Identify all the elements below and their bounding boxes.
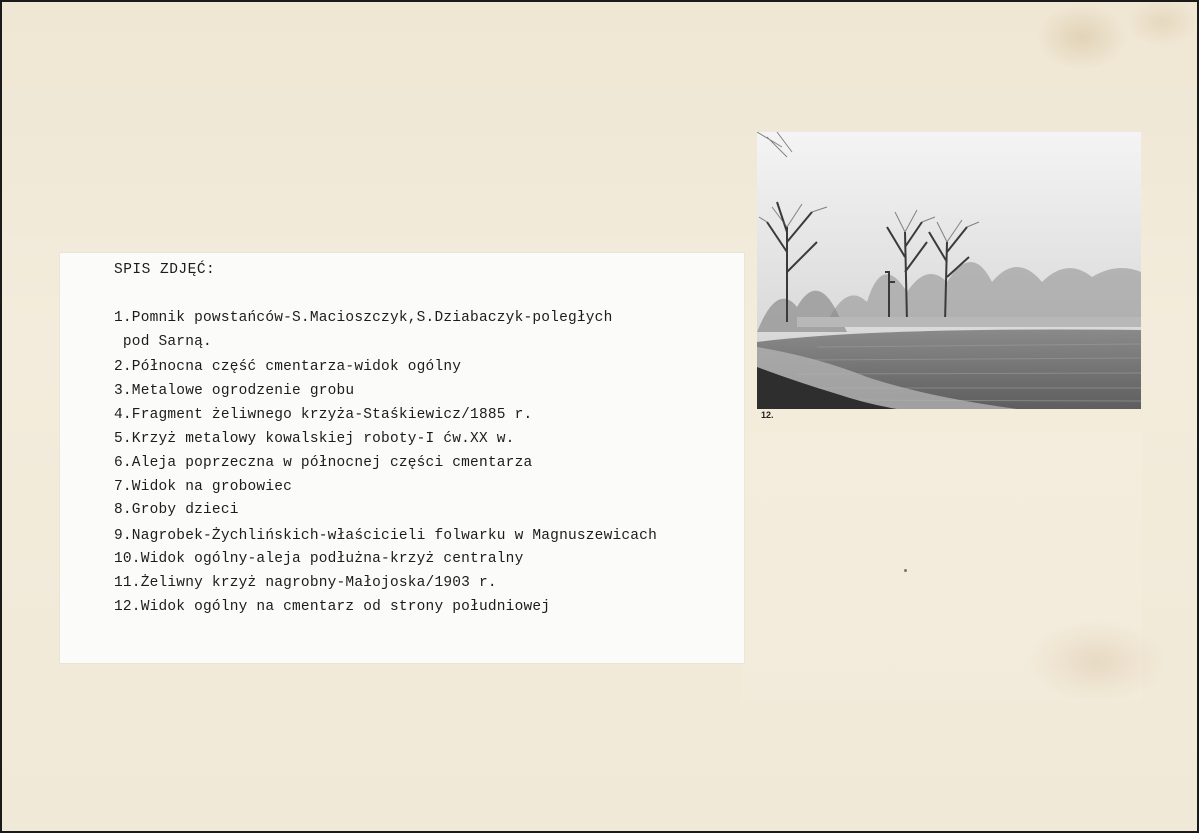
paper-speck	[904, 569, 907, 572]
list-item: 1.Pomnik powstańców-S.Macioszczyk,S.Dziabaczyk-poległych	[114, 310, 613, 326]
list-item: 3.Metalowe ogrodzenie grobu	[114, 383, 355, 399]
list-item: 10.Widok ogólny-aleja podłużna-krzyż centralny	[114, 551, 524, 567]
list-item: pod Sarną.	[114, 334, 212, 350]
list-item: 6.Aleja poprzeczna w północnej części cmentarza	[114, 455, 533, 471]
list-item: 5.Krzyż metalowy kowalskiej roboty-I ćw.XX w.	[114, 431, 515, 447]
list-title: SPIS ZDJĘĆ:	[114, 262, 216, 278]
list-item: 9.Nagrobek-Żychlińskich-właścicieli folwarku w Magnuszewicach	[114, 528, 657, 544]
photo-list-sheet	[60, 253, 744, 663]
photo-image	[757, 132, 1141, 409]
list-item: 4.Fragment żeliwnego krzyża-Staśkiewicz/1885 r.	[114, 407, 533, 423]
list-item: 8.Groby dzieci	[114, 502, 239, 518]
blank-photo-area	[742, 432, 1142, 702]
list-item: 11.Żeliwny krzyż nagrobny-Małojoska/1903 r.	[114, 575, 497, 591]
mounting-board	[2, 2, 1197, 831]
cemetery-photo	[757, 132, 1141, 409]
list-item: 12.Widok ogólny na cmentarz od strony południowej	[114, 599, 551, 615]
list-item: 7.Widok na grobowiec	[114, 479, 293, 495]
list-item: 2.Północna część cmentarza-widok ogólny	[114, 359, 462, 375]
photo-number: 12.	[761, 410, 774, 420]
